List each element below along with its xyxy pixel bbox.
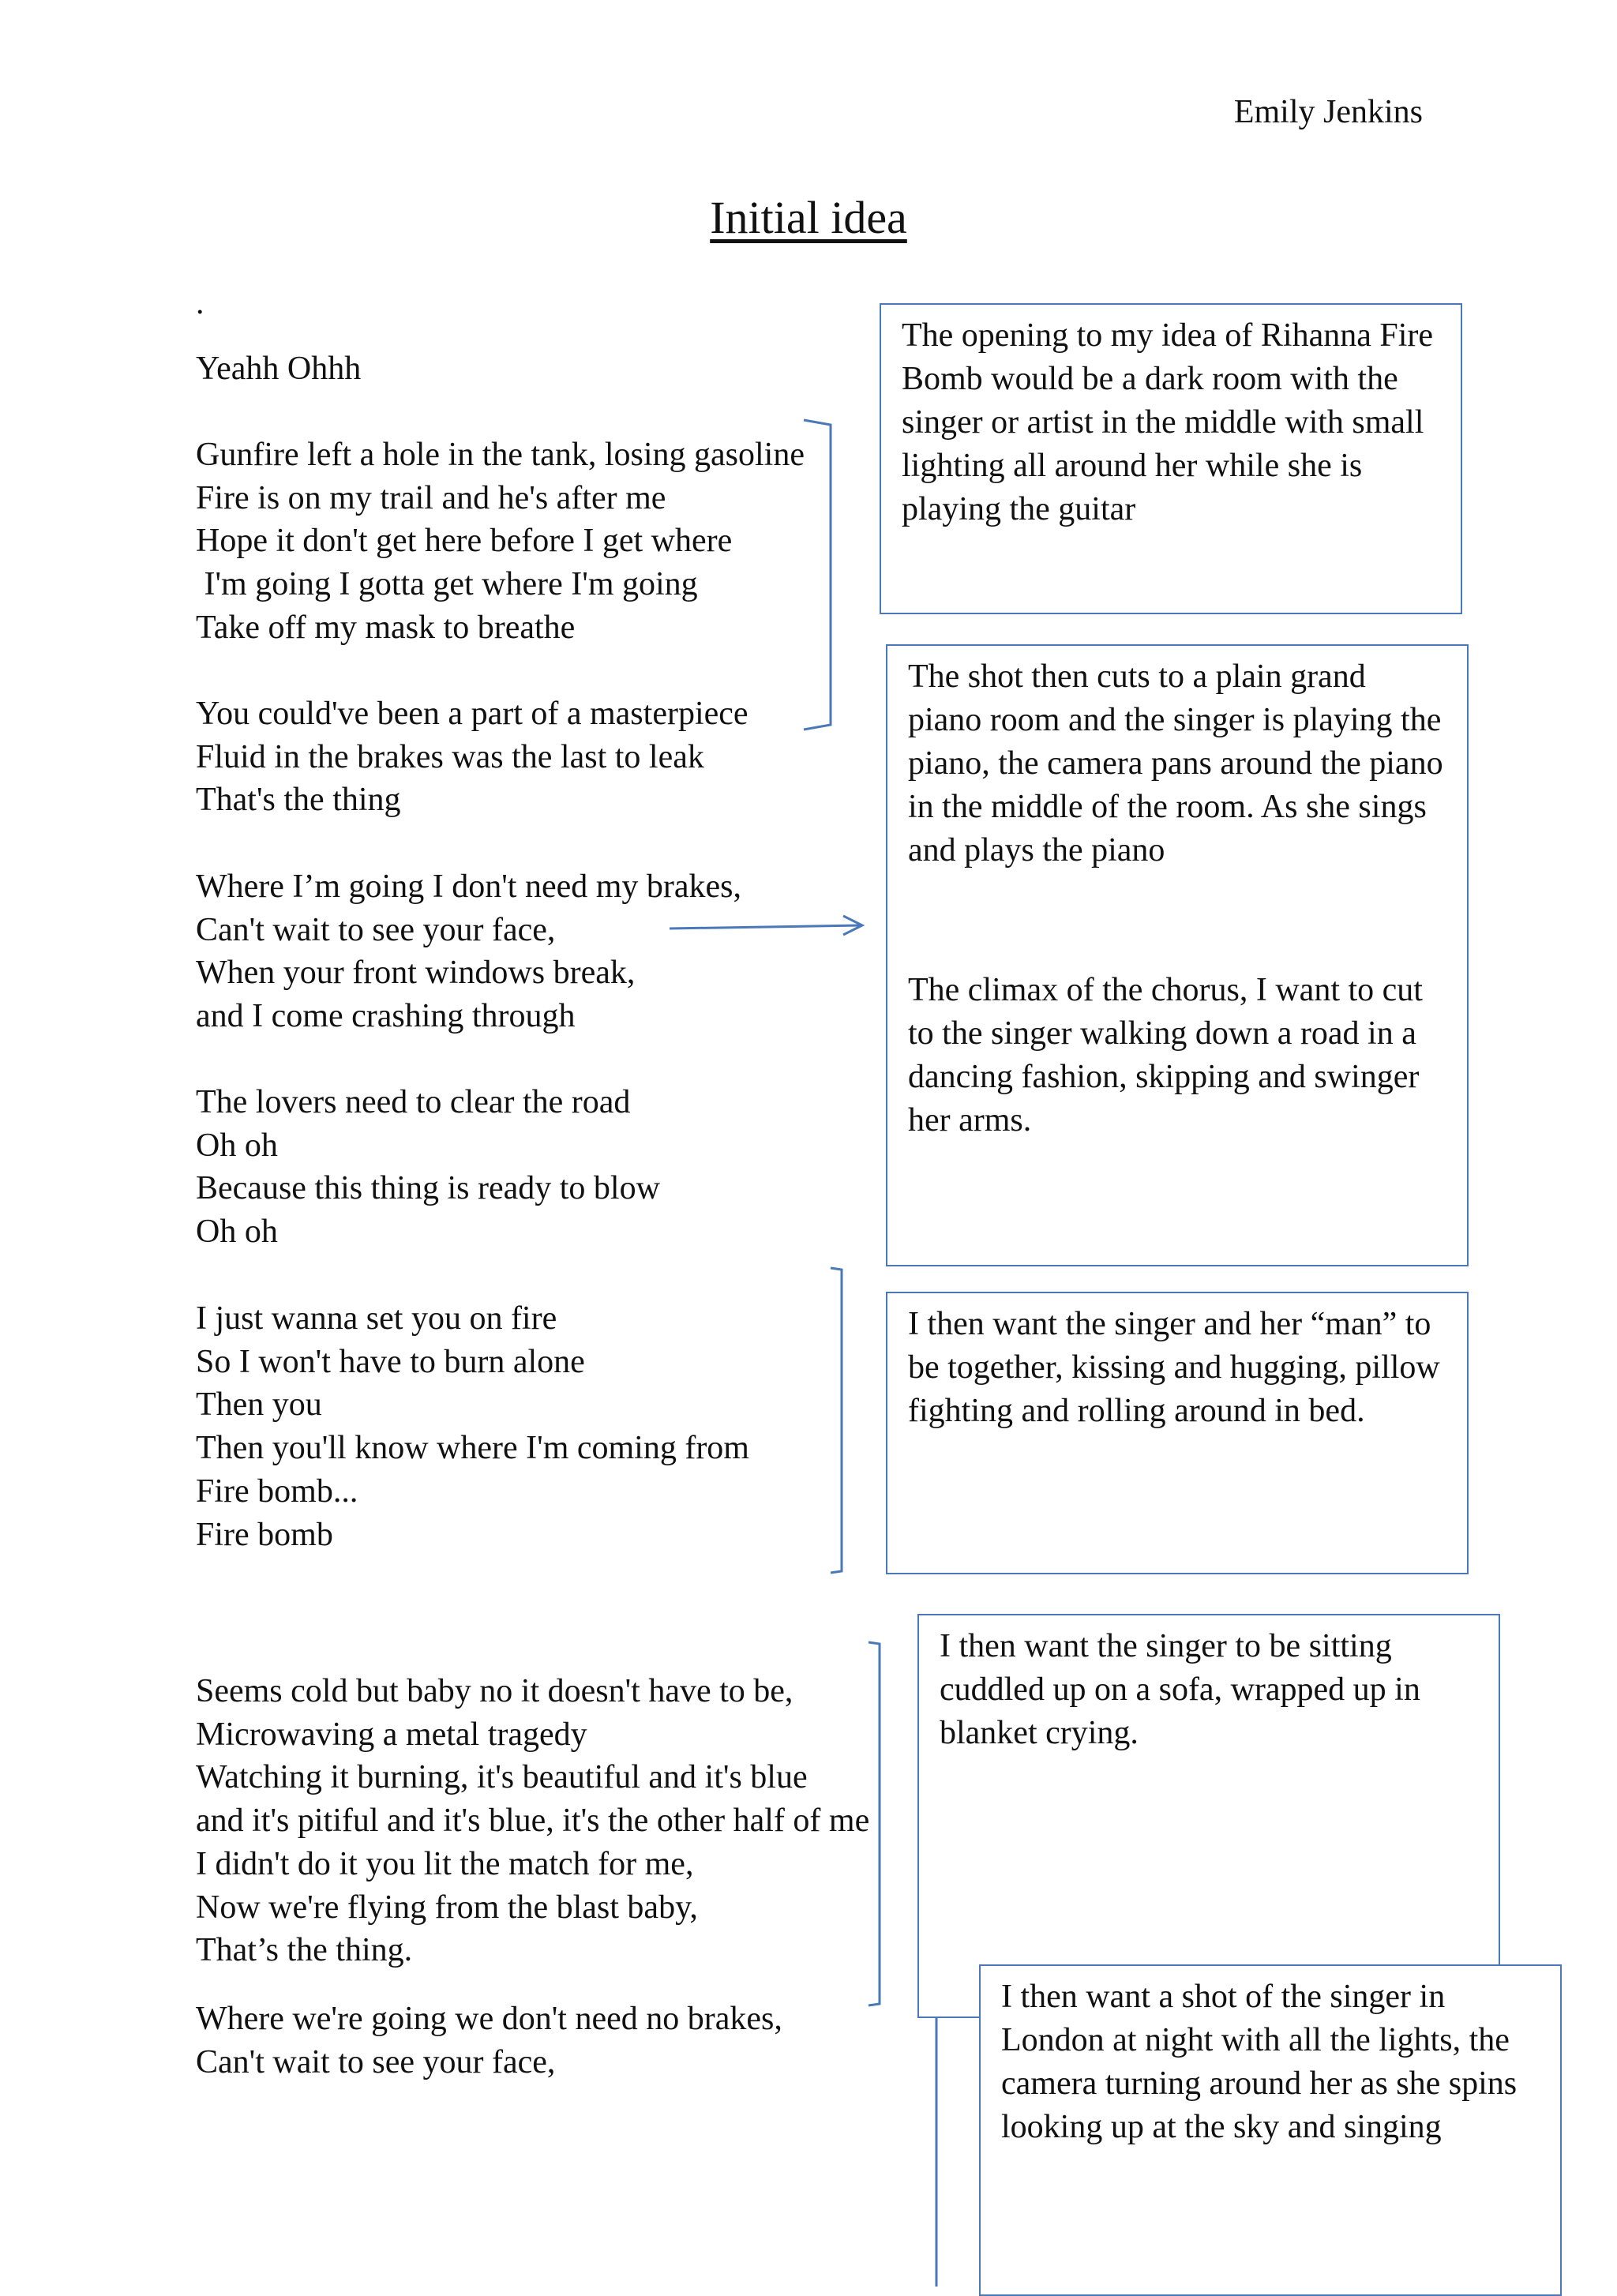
lyric-line: When your front windows break, <box>196 955 636 992</box>
lyric-line: You could've been a part of a masterpiece <box>196 696 748 732</box>
note-text: I then want a shot of the singer in London at night with all the lights, the camera turning around her as she spins looking up at the sky and singing <box>1001 1979 1518 2145</box>
lyric-line: Fire bomb <box>196 1516 333 1553</box>
bracket-verse-one <box>804 420 831 730</box>
lyric-line: Yeahh Ohhh <box>196 351 362 387</box>
note-text: I then want the singer to be sitting cuddled up on a sofa, wrapped up in blanket crying. <box>940 1628 1420 1751</box>
lyric-line: Hope it don't get here before I get where <box>196 523 733 560</box>
lyric-line: Then you'll know where I'm coming from <box>196 1430 749 1467</box>
lyrics-stanza <box>196 865 741 1038</box>
stray-mark: . <box>196 285 204 321</box>
lyric-line: Now we're flying from the blast baby, <box>196 1889 698 1926</box>
lyric-line: and I come crashing through <box>196 998 576 1035</box>
lyrics-stanza <box>196 1998 782 2084</box>
lyrics-stanza <box>196 433 805 650</box>
bracket-verse-two <box>869 1642 880 2005</box>
note-box <box>979 1964 1562 2296</box>
lyric-line: That's the thing <box>196 782 401 819</box>
lyric-line: Fire bomb... <box>196 1473 358 1510</box>
lyric-line: Oh oh <box>196 1127 278 1164</box>
lyric-line: Where I’m going I don't need my brakes, <box>196 869 742 905</box>
lyric-line: I didn't do it you lit the match for me, <box>196 1845 694 1882</box>
author-name: Emily Jenkins <box>1233 94 1423 130</box>
lyric-line: Where we're going we don't need no brakes, <box>196 2001 782 2037</box>
lyric-line: Can't wait to see your face, <box>196 2043 556 2080</box>
lyrics-stanza <box>196 1670 869 1972</box>
lyrics-stanza <box>196 1297 749 1556</box>
note-text: I then want the singer and her “man” to be together, kissing and hugging, pillow fighting and rolling around in bed. <box>908 1306 1440 1429</box>
lyric-line: Seems cold but baby no it doesn't have to be, <box>196 1673 793 1709</box>
lyric-line: Fire is on my trail and he's after me <box>196 479 666 516</box>
note-box <box>880 303 1462 614</box>
bracket-chorus <box>831 1268 842 1573</box>
lyric-line: That’s the thing. <box>196 1932 413 1969</box>
lyric-line: I just wanna set you on fire <box>196 1300 557 1337</box>
lyric-line: So I won't have to burn alone <box>196 1343 585 1380</box>
lyrics-stanza <box>196 1081 660 1254</box>
lyric-line: Because this thing is ready to blow <box>196 1170 660 1207</box>
lyrics-stanza <box>196 347 361 391</box>
lyric-line: The lovers need to clear the road <box>196 1084 631 1120</box>
lyric-line: Can't wait to see your face, <box>196 911 556 948</box>
lyric-line: and it's pitiful and it's blue, it's the other half of me <box>196 1803 870 1840</box>
lyric-line: Watching it burning, it's beautiful and it's blue <box>196 1759 808 1796</box>
note-text: The opening to my idea of Rihanna Fire Bomb would be a dark room with the singer or artist in the middle with small lighting all around her while she is playing the guitar <box>902 317 1434 527</box>
lyric-line: Oh oh <box>196 1214 278 1251</box>
arrow-head <box>843 916 862 935</box>
lyric-line: I'm going I gotta get where I'm going <box>196 566 698 603</box>
note-box <box>886 644 1469 1266</box>
lyrics-stanza <box>196 692 748 822</box>
lyric-line: Microwaving a metal tragedy <box>196 1716 587 1753</box>
page-title: Initial idea <box>710 192 907 243</box>
lyric-line: Take off my mask to breathe <box>196 609 576 646</box>
lyric-line: Then you <box>196 1386 322 1424</box>
lyric-line: Gunfire left a hole in the tank, losing gasoline <box>196 437 805 473</box>
note-box <box>917 1614 1500 2018</box>
note-text: The climax of the chorus, I want to cut to the singer walking down a road in a dancing fashion, skipping and swinger her arms. <box>908 972 1423 1139</box>
note-text: The shot then cuts to a plain grand piano room and the singer is playing the piano, the camera pans around the piano in the middle of the room. As she sings and plays the piano <box>908 658 1443 869</box>
note-box <box>886 1292 1469 1574</box>
lyric-line: Fluid in the brakes was the last to leak <box>196 738 704 775</box>
